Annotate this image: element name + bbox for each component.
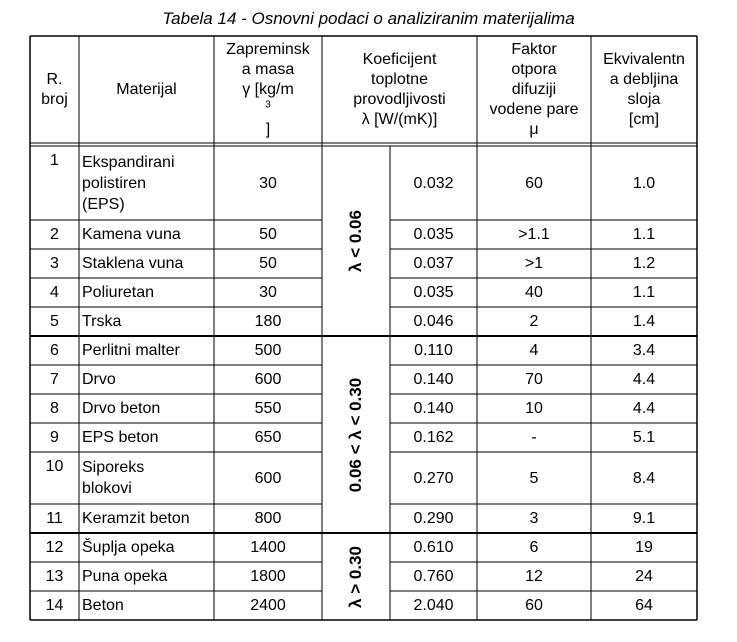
row-number-cell: 11: [46, 510, 63, 527]
lambda-cell: 0.760: [413, 568, 454, 585]
mu-cell: 60: [525, 597, 543, 614]
text-line: blokovi: [82, 480, 132, 497]
text-line: vodene pare: [489, 100, 579, 118]
mass-cell: 1400: [250, 539, 286, 556]
lambda-cell: 0.140: [413, 371, 454, 388]
thickness-cell: 8.4: [632, 469, 656, 487]
row-number-cell: 8: [50, 400, 59, 417]
lambda-group-label: λ < 0.06: [345, 210, 365, 272]
lambda-cell: 0.140: [413, 400, 454, 417]
mass-cell: 2400: [250, 597, 286, 614]
text-line: a masa: [241, 60, 295, 78]
mu-cell: 5: [529, 469, 539, 487]
material-cell: [79, 452, 214, 504]
mu-cell: 70: [525, 371, 543, 388]
text-line: Materijal: [116, 80, 177, 98]
material-cell: [79, 394, 214, 423]
row-number-cell: 1: [50, 152, 59, 169]
lambda-cell: 0.162: [413, 429, 454, 446]
header-lambda: [322, 36, 477, 143]
mu-cell: 3: [529, 510, 539, 527]
mass-cell: 500: [254, 342, 282, 359]
lambda-group-cell: [322, 146, 390, 336]
mu-cell: -: [531, 429, 537, 446]
mu-cell: 12: [525, 568, 543, 585]
material-cell: [79, 278, 214, 307]
text-line: broj: [41, 90, 68, 108]
mass-cell: 30: [259, 284, 277, 301]
lambda-cell: 0.610: [413, 539, 454, 556]
row-number-cell: 9: [50, 429, 59, 446]
mass-cell: 30: [259, 174, 277, 192]
header-thickness: [591, 36, 697, 143]
row-number-cell: 3: [50, 255, 59, 272]
thickness-cell: 1.0: [632, 174, 656, 192]
mass-cell: 50: [259, 226, 277, 243]
header-mass: [214, 36, 322, 143]
text-line: [242, 80, 294, 140]
row-number-cell: 10: [45, 458, 64, 475]
text-line: Zapreminsk: [226, 40, 310, 58]
text-line: difuziji: [511, 80, 557, 98]
text-line: a debljina: [609, 70, 679, 88]
material-cell: [79, 562, 214, 591]
text-line: Kamena vuna: [82, 226, 181, 243]
thickness-cell: 1.2: [632, 255, 656, 272]
text-line: μ: [529, 120, 539, 138]
thickness-cell: 1.4: [632, 313, 656, 330]
material-cell: [79, 307, 214, 336]
unit-text: ]: [265, 120, 271, 138]
mu-cell: 4: [529, 342, 539, 359]
unit-exponent: 3: [265, 99, 271, 111]
thickness-cell: 1.1: [632, 226, 656, 243]
text-line: Šuplja opeka: [82, 539, 175, 556]
row-number-cell: 4: [50, 284, 59, 301]
mass-cell: 1800: [250, 568, 286, 585]
mass-cell: 800: [254, 510, 282, 527]
row-number-cell: 7: [50, 371, 59, 388]
lambda-group-label: λ > 0.30: [345, 545, 365, 608]
material-cell: [79, 220, 214, 249]
thickness-cell: 24: [635, 568, 653, 585]
text-line: toplotne: [371, 70, 428, 88]
lambda-cell: 0.290: [413, 510, 454, 527]
row-number-cell: 13: [45, 568, 64, 585]
row-number-cell: 6: [50, 342, 59, 359]
lambda-cell: 2.040: [413, 597, 454, 614]
text-line: Drvo beton: [82, 400, 161, 417]
unit-text: γ [kg/m: [242, 80, 294, 98]
text-line: Ekvivalentn: [603, 50, 685, 68]
material-cell: [79, 249, 214, 278]
thickness-cell: 4.4: [632, 400, 656, 417]
text-line: Trska: [82, 313, 122, 330]
thickness-cell: 4.4: [632, 371, 656, 388]
material-cell: [79, 146, 214, 220]
lambda-cell: 0.035: [413, 284, 454, 301]
text-line: EPS beton: [82, 429, 159, 446]
lambda-cell: 0.037: [413, 255, 454, 272]
text-line: Koeficijent: [362, 50, 437, 68]
text-line: Beton: [82, 597, 124, 614]
mu-cell: 40: [525, 284, 543, 301]
row-number-cell: 12: [45, 539, 64, 556]
text-line: Ekspandirani: [82, 153, 175, 171]
mu-cell: 10: [525, 400, 543, 417]
thickness-cell: 3.4: [632, 342, 656, 359]
lambda-group-label: 0.06 < λ < 0.30: [346, 377, 366, 492]
row-number-cell: 14: [45, 597, 64, 614]
mu-cell: 6: [529, 539, 539, 556]
material-cell: [79, 423, 214, 452]
material-cell: [79, 365, 214, 394]
row-number-cell: 5: [50, 313, 59, 330]
thickness-cell: 19: [635, 539, 653, 556]
text-line: (EPS): [82, 195, 125, 213]
text-line: Puna opeka: [82, 568, 168, 585]
mass-cell: 600: [254, 371, 282, 388]
mu-cell: 60: [525, 174, 543, 192]
lambda-cell: 0.032: [413, 174, 454, 192]
material-cell: [79, 504, 214, 533]
material-cell: [79, 336, 214, 365]
thickness-cell: 5.1: [632, 429, 656, 446]
material-cell: [79, 533, 214, 562]
text-line: sloja: [627, 90, 661, 108]
text-line: otpora: [511, 60, 557, 78]
text-line: Keramzit beton: [82, 510, 190, 527]
lambda-group-cell: [322, 533, 390, 620]
mu-cell: >1.1: [518, 226, 550, 243]
text-line: R.: [46, 70, 63, 88]
thickness-cell: 64: [635, 597, 653, 614]
mass-cell: 180: [254, 313, 282, 330]
lambda-cell: 0.270: [413, 469, 454, 487]
text-line: Staklena vuna: [82, 255, 184, 272]
thickness-cell: 9.1: [632, 510, 656, 527]
lambda-cell: 0.046: [413, 313, 454, 330]
mass-cell: 600: [254, 469, 282, 487]
text-line: provodljivosti: [353, 90, 446, 108]
lambda-cell: 0.110: [414, 342, 453, 359]
material-cell: [79, 591, 214, 620]
text-line: Perlitni malter: [82, 342, 180, 359]
row-number-cell: 2: [50, 226, 59, 243]
table-caption: Tabela 14 - Osnovni podaci o analiziranim materijalima: [162, 9, 575, 28]
mu-cell: 2: [529, 313, 539, 330]
mass-cell: 550: [254, 400, 282, 417]
mass-cell: 650: [254, 429, 282, 446]
header-row-number: [30, 36, 79, 143]
thickness-cell: 1.1: [632, 284, 656, 301]
text-line: Drvo: [82, 371, 116, 388]
header-material: [79, 36, 214, 143]
mass-cell: 50: [259, 255, 277, 272]
text-line: [cm]: [628, 110, 660, 128]
text-line: polistiren: [82, 174, 147, 192]
text-line: Faktor: [511, 40, 557, 58]
text-line: λ [W/(mK)]: [361, 110, 438, 128]
lambda-group-cell: [322, 336, 390, 533]
text-line: Poliuretan: [82, 284, 155, 301]
lambda-cell: 0.035: [413, 226, 454, 243]
text-line: Siporeks: [82, 459, 145, 476]
header-mu: [477, 36, 591, 143]
mu-cell: >1: [524, 255, 544, 272]
